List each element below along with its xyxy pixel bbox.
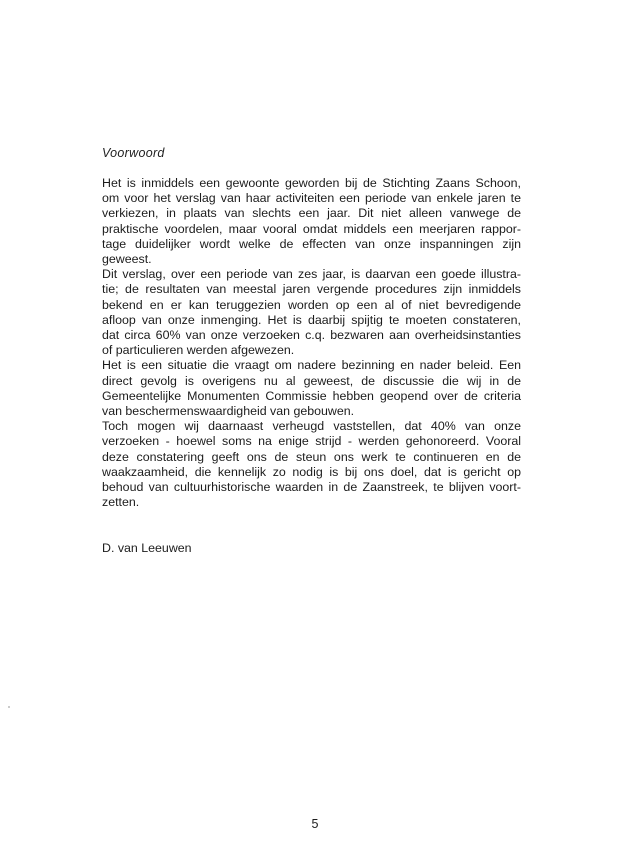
scan-speck — [8, 706, 10, 708]
paragraph-4 — [102, 419, 521, 510]
paragraph-3 — [102, 358, 521, 419]
text-line: tie; de resultaten van meestal jaren vergende procedures zijn inmiddels — [102, 282, 521, 297]
text-line: geweest. — [102, 252, 152, 267]
text-line: dat circa 60% van onze verzoeken c.q. bezwaren aan overheidsinstanties — [102, 328, 521, 343]
text-line: Het is een situatie die vraagt om nadere bezinning en nader beleid. Een — [102, 358, 521, 373]
text-line: deze constatering geeft ons de steun ons werk te continueren en de — [102, 449, 521, 464]
signature: D. van Leeuwen — [102, 541, 192, 555]
text-line: afloop van onze inmenging. Het is daarbij spijtig te moeten constateren, — [102, 312, 521, 327]
text-line: van beschermenswaardigheid van gebouwen. — [102, 404, 355, 419]
text-line: direct gevolg is overigens nu al geweest, de discussie die wij in de — [102, 373, 521, 388]
paragraph-2 — [102, 267, 521, 358]
paragraph-1 — [102, 176, 521, 267]
page-number: 5 — [311, 817, 319, 831]
text-line: Dit verslag, over een periode van zes jaar, is daarvan een goede illustra- — [102, 267, 521, 282]
text-line: waakzaamheid, die kennelijk zo nodig is bij ons doel, dat is gericht op — [102, 464, 521, 479]
text-line: verzoeken - hoewel soms na enige strijd - werden gehonoreerd. Vooral — [102, 434, 521, 449]
text-line: behoud van cultuurhistorische waarden in de Zaanstreek, te blijven voort- — [102, 480, 521, 495]
text-line: om voor het verslag van haar activiteiten een periode van enkele jaren te — [102, 191, 521, 206]
text-line: Gemeentelijke Monumenten Commissie hebben geopend over de criteria — [102, 388, 521, 403]
text-line: zetten. — [102, 495, 140, 510]
text-line: tage duidelijker wordt welke de effecten van onze inspanningen zijn — [102, 236, 521, 251]
text-line: of particulieren werden afgewezen. — [102, 343, 295, 358]
text-line: Toch mogen wij daarnaast verheugd vaststellen, dat 40% van onze — [102, 419, 521, 434]
text-line: praktische voordelen, maar vooral omdat middels een meerjaren rappor- — [102, 221, 521, 236]
foreword-text — [102, 176, 521, 510]
page-heading: Voorwoord — [102, 146, 165, 160]
text-line: verkiezen, in plaats van slechts een jaar. Dit niet alleen vanwege de — [102, 206, 521, 221]
text-line: bekend en er kan teruggezien worden op een al of niet bevredigende — [102, 297, 521, 312]
text-line: Het is inmiddels een gewoonte geworden bij de Stichting Zaans Schoon, — [102, 176, 521, 190]
